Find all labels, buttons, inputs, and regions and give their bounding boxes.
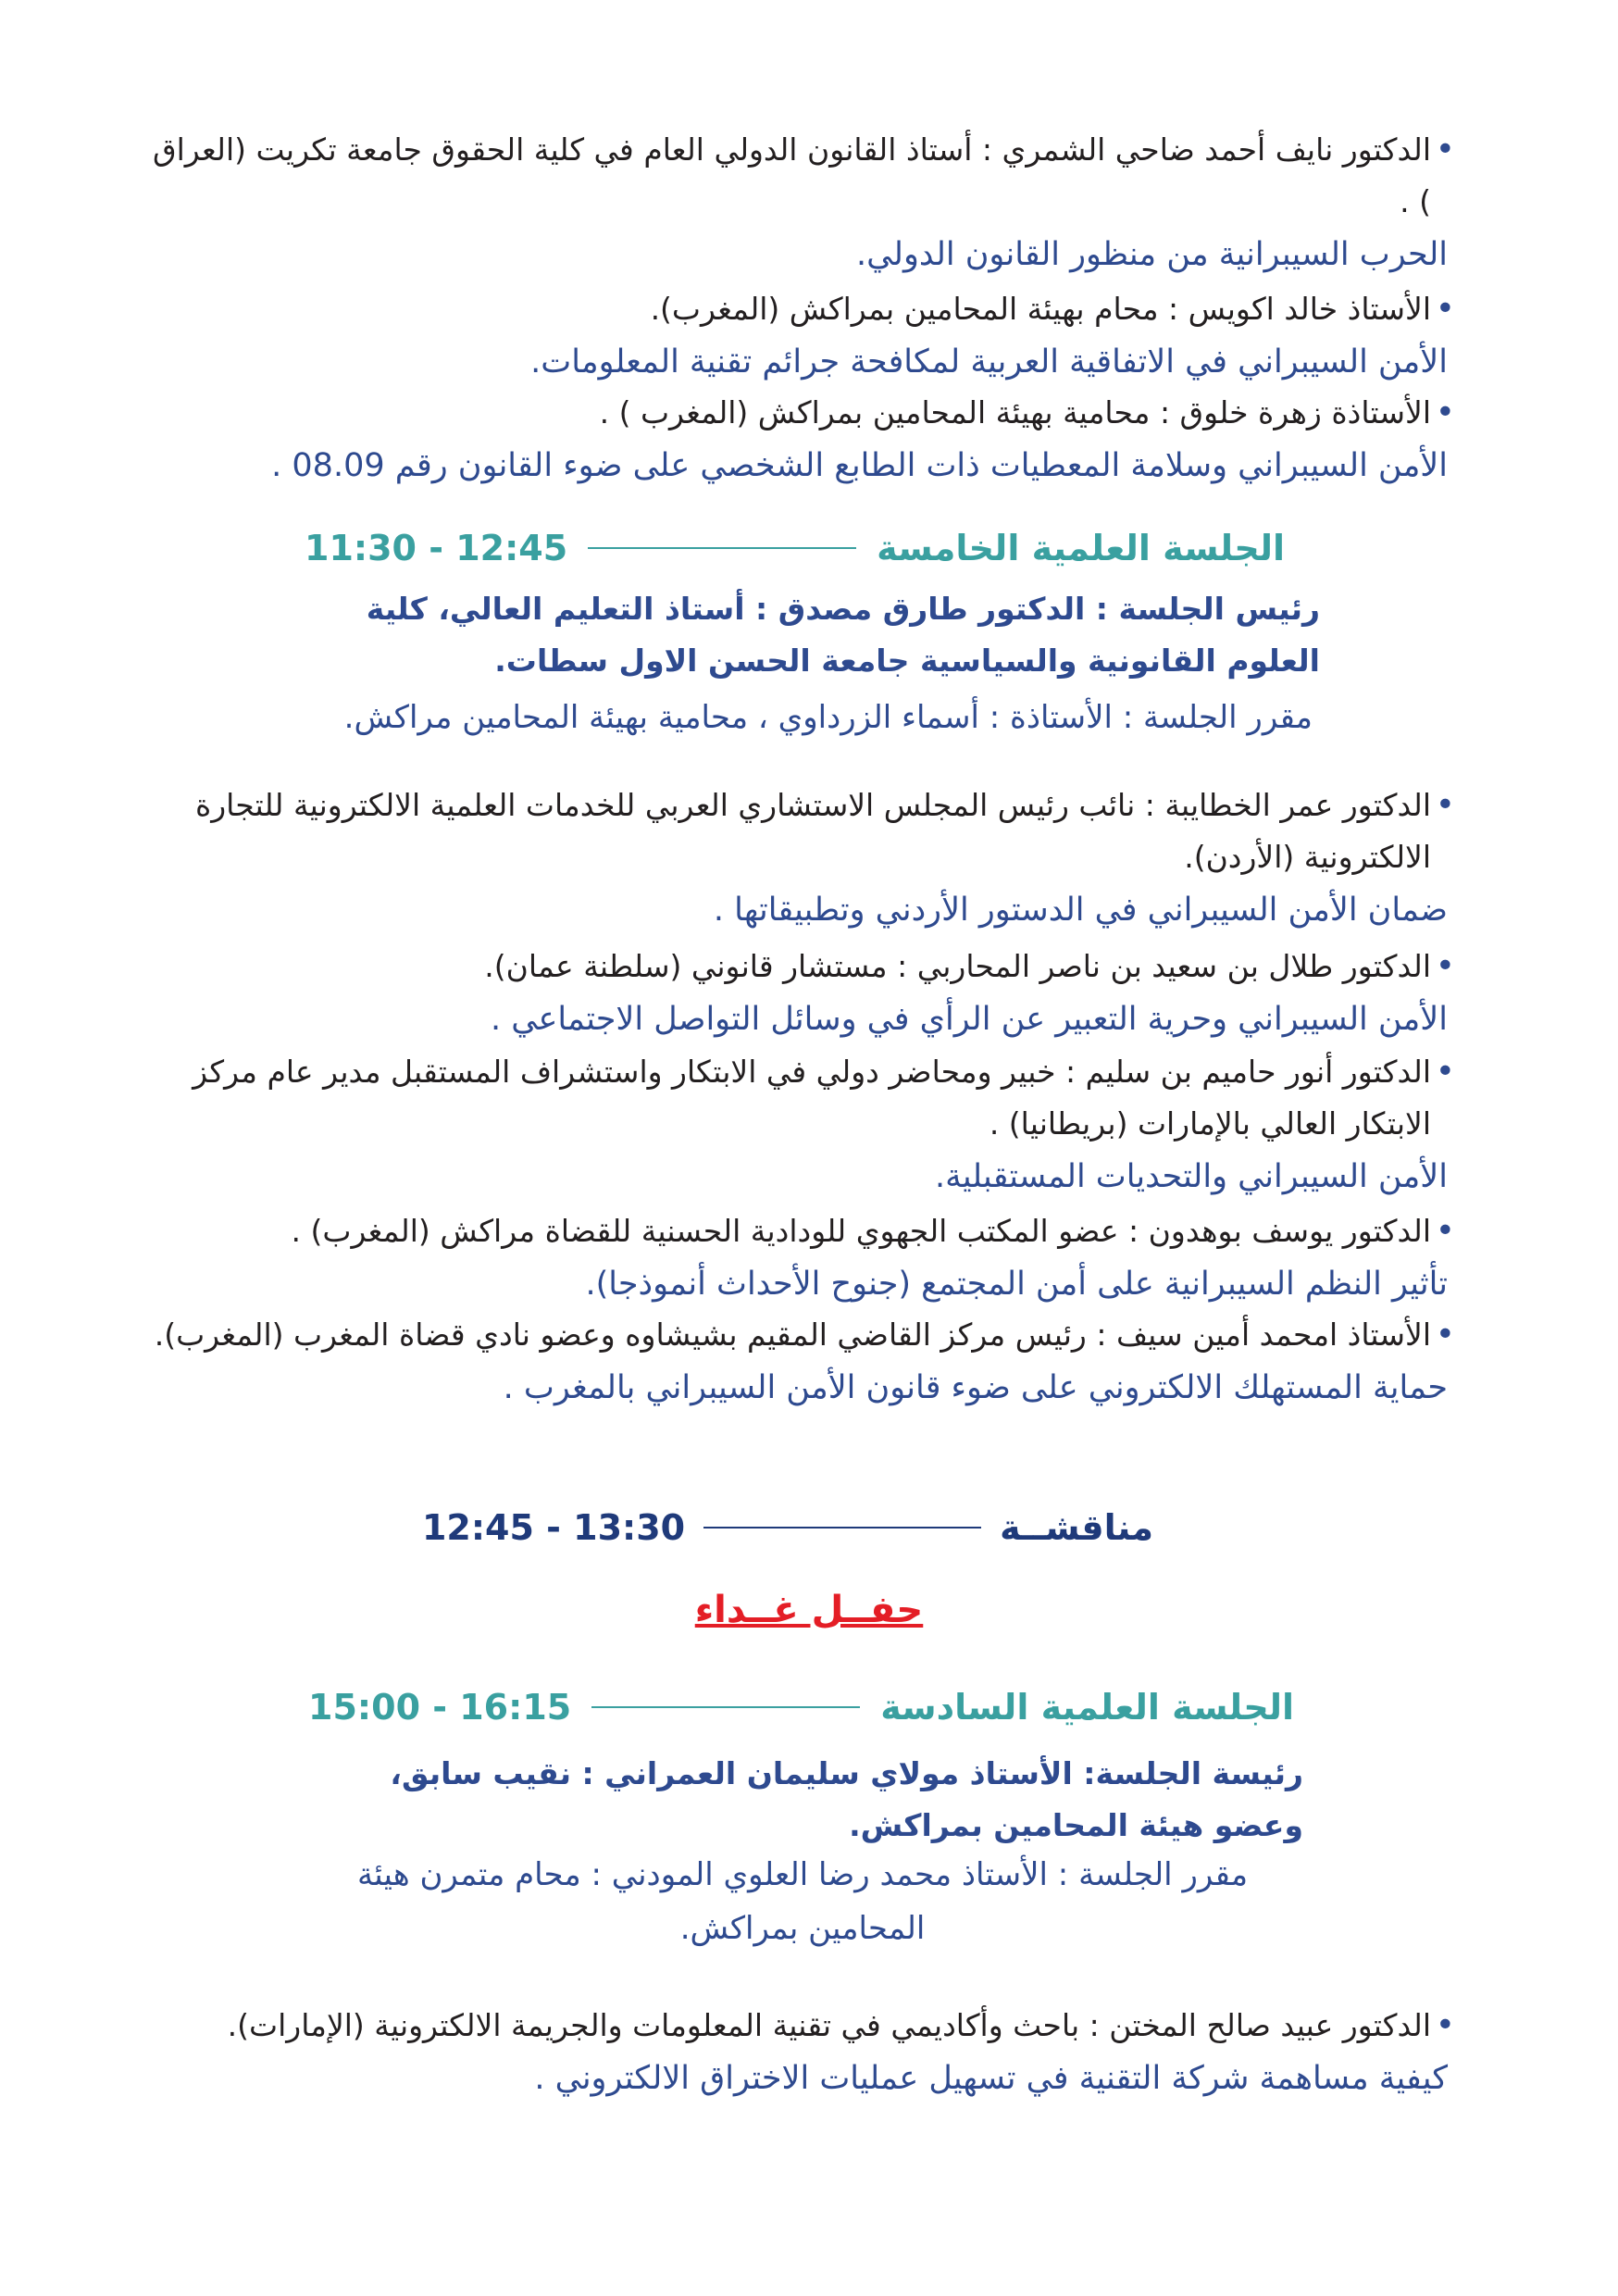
speaker-line: • الدكتور عبيد صالح المختن : باحث وأكاديمي في تقنية المعلومات والجريمة الالكترونية (الإمارات). (152, 2000, 1448, 2052)
bullet-icon: • (1435, 1316, 1455, 1354)
speaker-line: • الدكتور يوسف بوهدون : عضو المكتب الجهوي للودادية الحسنية للقضاة مراكش (المغرب) . (152, 1205, 1448, 1257)
bullet-icon: • (1435, 786, 1455, 824)
discussion-label: مناقشــة (1000, 1507, 1153, 1548)
bullet-icon: • (1435, 1053, 1455, 1091)
session-chair: رئيس الجلسة : الدكتور طارق مصدق : أستاذ التعليم العالي، كلية العلوم القانونية والسياسية جامعة الحسن الاول سطات. (366, 591, 1320, 679)
speaker-line: • الدكتور نايف أحمد ضاحي الشمري : أستاذ القانون الدولي العام في كلية الحقوق جامعة تكريت (العراق ) . (152, 124, 1448, 228)
speaker-line: • الدكتور عمر الخطايبة : نائب رئيس المجلس الاستشاري العربي للخدمات العلمية الالكترونية للتجارة الالكترونية (الأردن). (152, 780, 1448, 883)
speaker-entry (152, 941, 1455, 1046)
talk-topic: حماية المستهلك الالكتروني على ضوء قانون الأمن السيبراني بالمغرب . (503, 1369, 1448, 1406)
speaker-entry (152, 283, 1455, 389)
session-time: 15:00 - 16:15 (308, 1687, 572, 1728)
bullet-icon: • (1435, 1212, 1455, 1250)
bullet-icon: • (1435, 2006, 1455, 2044)
talk-topic: الأمن السيبراني والتحديات المستقبلية. (934, 1158, 1448, 1195)
speaker-entry (152, 1309, 1455, 1415)
separator-line (588, 547, 856, 549)
bullet-icon: • (1435, 947, 1455, 985)
talk-topic: الأمن السيبراني وسلامة المعطيات ذات الطابع الشخصي على ضوء القانون رقم 08.09 . (271, 447, 1448, 484)
talk-topic: الأمن السيبراني وحرية التعبير عن الرأي في وسائل التواصل الاجتماعي . (491, 1001, 1448, 1038)
speaker-entry (152, 1205, 1455, 1311)
speaker-entry (152, 1046, 1455, 1204)
speaker-entry (152, 387, 1455, 493)
speaker-line: • الأستاذة زهرة خلوق : محامية بهيئة المحامين بمراكش (المغرب ) . (152, 387, 1448, 439)
talk-topic: الحرب السيبرانية من منظور القانون الدولي. (855, 236, 1448, 273)
speaker-entry (152, 124, 1455, 281)
session-title: الجلسة العلمية السادسة (880, 1687, 1294, 1728)
session-recorder: مقرر الجلسة : الأستاذة : أسماء الزرداوي ، محامية بهيئة المحامين مراكش. (343, 699, 1313, 736)
speaker-entry (152, 2000, 1455, 2105)
bullet-icon: • (1435, 131, 1455, 168)
separator-line (703, 1527, 981, 1529)
bullet-icon: • (1435, 393, 1455, 431)
discussion-row (422, 1507, 1153, 1548)
speaker-line: • الدكتور طلال بن سعيد بن ناصر المحاربي : مستشار قانوني (سلطنة عمان). (152, 941, 1448, 992)
speaker-line: • الدكتور أنور حاميم بن سليم : خبير ومحاضر دولي في الابتكار واستشراف المستقبل مدير عام مركز الابتكار العالي بالإمارات (بريطانيا) . (152, 1046, 1448, 1150)
session-header (308, 1687, 1294, 1728)
speaker-line: • الأستاذ امحمد أمين سيف : رئيس مركز القاضي المقيم بشيشاوه وعضو نادي قضاة المغرب (المغرب). (152, 1309, 1448, 1361)
session-time: 11:30 - 12:45 (305, 528, 568, 568)
talk-topic: تأثير النظم السيبرانية على أمن المجتمع (جنوح الأحداث أنموذجا). (585, 1266, 1448, 1303)
talk-topic: كيفية مساهمة شركة التقنية في تسهيل عمليات الاختراق الالكتروني . (534, 2060, 1448, 2097)
talk-topic: ضمان الأمن السيبراني في الدستور الأردني وتطبيقاتها . (713, 892, 1448, 929)
session-title: الجلسة العلمية الخامسة (877, 528, 1285, 568)
bullet-icon: • (1435, 290, 1455, 328)
talk-topic: الأمن السيبراني في الاتفاقية العربية لمكافحة جرائم تقنية المعلومات. (530, 343, 1448, 381)
lunch-break: حفــل غــداء (694, 1589, 924, 1631)
speaker-line: • الأستاذ خالد اكويس : محام بهيئة المحامين بمراكش (المغرب). (152, 283, 1448, 335)
session-recorder: مقرر الجلسة : الأستاذ محمد رضا العلوي المودني : محام متمرن هيئة المحامين بمراكش. (356, 1856, 1249, 1947)
speaker-entry (152, 780, 1455, 937)
session-chair: رئيسة الجلسة: الأستاذ مولاي سليمان العمراني : نقيب سابق، وعضو هيئة المحامين بمراكش. (390, 1755, 1303, 1843)
session-header (305, 528, 1285, 568)
separator-line (591, 1706, 860, 1708)
discussion-time: 12:45 - 13:30 (421, 1507, 686, 1548)
